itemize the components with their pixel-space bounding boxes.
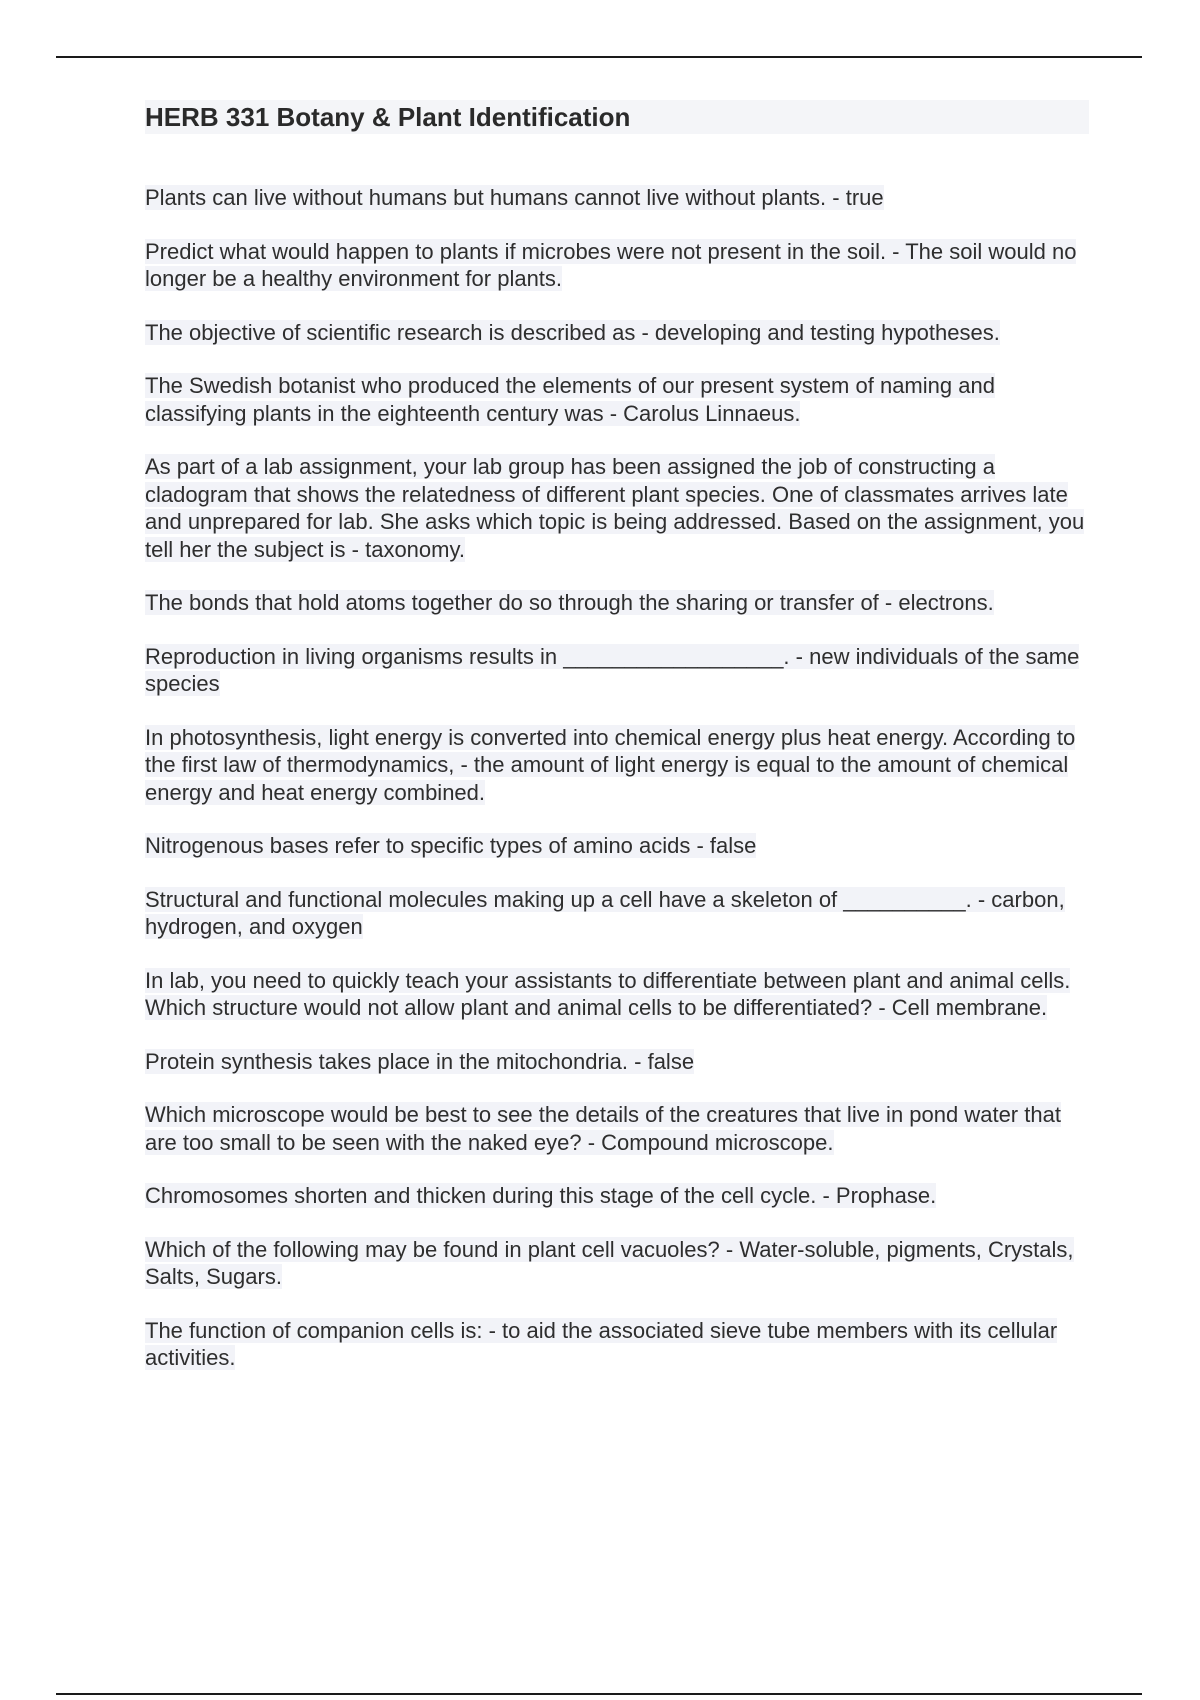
qa-item [145,589,1089,617]
qa-item [145,1048,1089,1076]
qa-item [145,1236,1089,1291]
qa-text: The function of companion cells is: - to aid the associated sieve tube members with its cellular activities. [145,1317,1058,1370]
qa-item [145,319,1089,347]
qa-text: In photosynthesis, light energy is converted into chemical energy plus heat energy. According to the first law of thermodynamics, - the amount of light energy is equal to the amount of chemical energy and heat energy combined. [145,724,1076,805]
qa-text: Reproduction in living organisms results in __________________. - new individuals of the same species [145,643,1080,696]
qa-text: The Swedish botanist who produced the elements of our present system of naming and classifying plants in the eighteenth century was - Carolus Linnaeus. [145,373,995,426]
bottom-rule [56,1693,1142,1695]
qa-text: Chromosomes shorten and thicken during this stage of the cell cycle. - Prophase. [145,1183,937,1208]
document-body [145,100,1089,1398]
qa-item [145,238,1089,293]
qa-item [145,724,1089,807]
qa-item [145,1317,1089,1372]
qa-item [145,643,1089,698]
qa-item [145,1101,1089,1156]
qa-text: Predict what would happen to plants if microbes were not present in the soil. - The soil would no longer be a healthy environment for plants. [145,238,1077,291]
qa-text: As part of a lab assignment, your lab group has been assigned the job of constructing a cladogram that shows the relatedness of different plant species. One of classmates arrives late and unprepared for lab. She asks which topic is being addressed. Based on the assignment, you tell her the subject is - taxonomy. [145,454,1085,562]
qa-item [145,184,1089,212]
qa-text: Plants can live without humans but humans cannot live without plants. - true [145,185,884,210]
qa-item [145,372,1089,427]
qa-text: The objective of scientific research is described as - developing and testing hypotheses. [145,319,1000,345]
document-title: HERB 331 Botany & Plant Identification [145,100,1089,134]
qa-item [145,886,1089,941]
top-rule [56,56,1142,58]
qa-text: Nitrogenous bases refer to specific types of amino acids - false [145,833,757,858]
qa-text: In lab, you need to quickly teach your assistants to differentiate between plant and animal cells. Which structure would not allow plant and animal cells to be differentiated? - Cell membrane. [145,967,1071,1020]
qa-item [145,453,1089,563]
qa-item [145,832,1089,860]
qa-text: Structural and functional molecules making up a cell have a skeleton of __________. - carbon, hydrogen, and oxygen [145,886,1065,939]
qa-item [145,1182,1089,1210]
qa-text: Which of the following may be found in plant cell vacuoles? - Water-soluble, pigments, Crystals, Salts, Sugars. [145,1236,1074,1289]
qa-text: Protein synthesis takes place in the mitochondria. - false [145,1048,695,1074]
qa-list [145,184,1089,1372]
qa-item [145,967,1089,1022]
qa-text: The bonds that hold atoms together do so through the sharing or transfer of - electrons. [145,590,994,615]
qa-text: Which microscope would be best to see the details of the creatures that live in pond water that are too small to be seen with the naked eye? - Compound microscope. [145,1102,1061,1155]
